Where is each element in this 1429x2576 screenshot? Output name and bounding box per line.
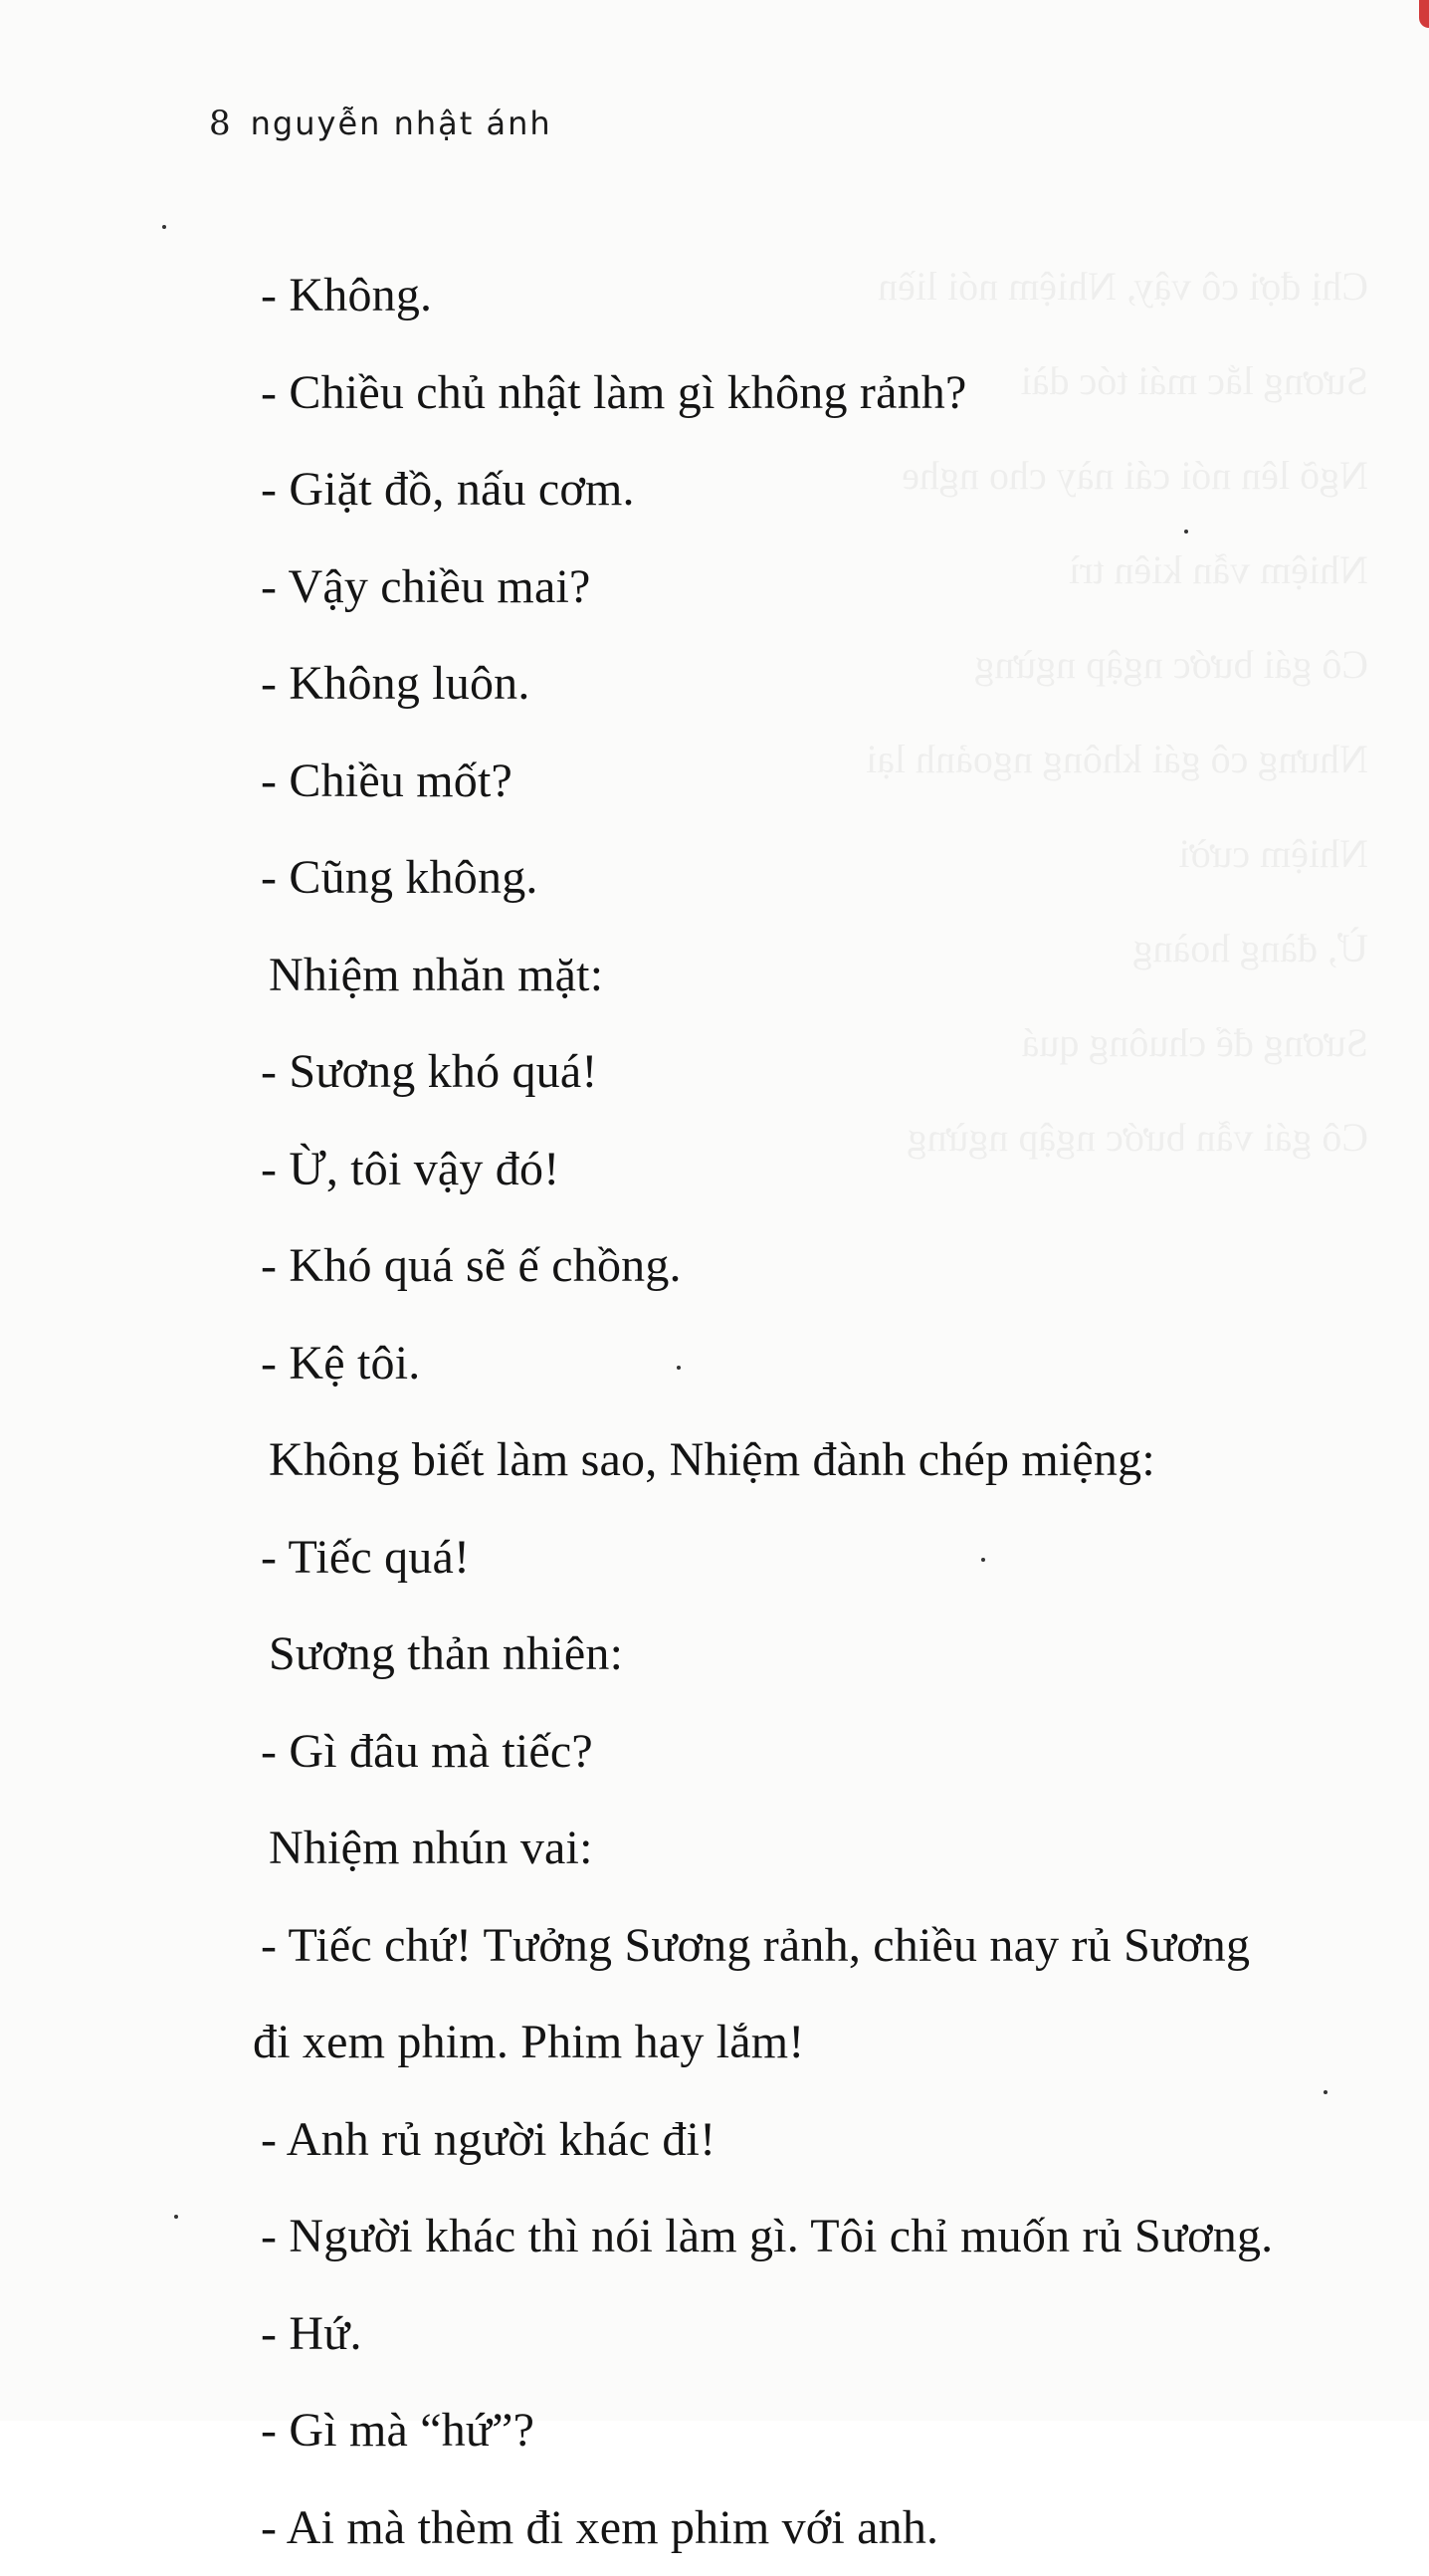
running-header	[209, 104, 552, 143]
page-number: 8	[209, 104, 233, 143]
paper-speck	[677, 1366, 681, 1370]
author-name: nguyễn nhật ánh	[251, 105, 552, 142]
text-line: - Vậy chiều mai?	[261, 538, 1365, 636]
text-line: - Anh rủ người khác đi!	[261, 2091, 1365, 2189]
text-line: - Hứ.	[261, 2285, 1365, 2383]
text-line: - Chiều mốt?	[261, 733, 1365, 830]
text-line: - Giặt đồ, nấu cơm.	[261, 441, 1365, 538]
show-through-texture: Chị đợi cô vậy, Nhiệm nói liền Sương lắc mái tóc dài Ngõ lên nói cái này cho nghe Nhiệm vẫn kiên trì Cô gái bước ngập ngừng Nhưng cô gái không ngoảnh lại Nhiệm cười Ừ, đàng hoàng Sương để chuông quá Cô gái vẫn bước ngập ngừng	[224, 239, 1368, 2180]
narration-line: Nhiệm nhún vai:	[269, 1800, 1365, 1897]
text-line: - Khó quá sẽ ế chồng.	[261, 1217, 1365, 1315]
text-line: - Gì đâu mà tiếc?	[261, 1703, 1365, 1801]
text-line: - Sương khó quá!	[261, 1023, 1365, 1121]
text-line: - Ừ, tôi vậy đó!	[261, 1121, 1365, 1218]
narration-line: Không biết làm sao, Nhiệm đành chép miệng:	[269, 1411, 1365, 1509]
text-line: - Gì mà “hứ”?	[261, 2382, 1365, 2479]
continuation-line: đi xem phim. Phim hay lắm!	[253, 1994, 1365, 2091]
narration-line: Nhiệm nhăn mặt:	[269, 927, 1365, 1024]
text-line: - Cũng không.	[261, 829, 1365, 927]
narration-line: Sương thản nhiên:	[269, 1606, 1365, 1703]
text-line: - Tiếc chứ! Tưởng Sương rảnh, chiều nay rủ Sương	[261, 1897, 1365, 1995]
paper-speck	[1184, 530, 1188, 534]
text-line: - Kệ tôi.	[261, 1315, 1365, 1412]
text-line: - Không.	[261, 247, 1365, 344]
text-line: - Không luôn.	[261, 635, 1365, 733]
text-line: - Tiếc quá!	[261, 1509, 1365, 1607]
paper-speck	[1324, 2090, 1327, 2094]
text-line: - Ai mà thèm đi xem phim với anh.	[261, 2479, 1365, 2576]
paper-speck	[174, 2215, 178, 2219]
paper-speck	[981, 1558, 985, 1562]
text-line: - Người khác thì nói làm gì. Tôi chỉ muốn rủ Sương.	[261, 2188, 1365, 2285]
body-text	[261, 247, 1365, 2576]
text-line: - Chiều chủ nhật làm gì không rảnh?	[261, 344, 1365, 442]
paper-speck	[162, 225, 166, 229]
page-edge-mark	[1419, 0, 1429, 28]
